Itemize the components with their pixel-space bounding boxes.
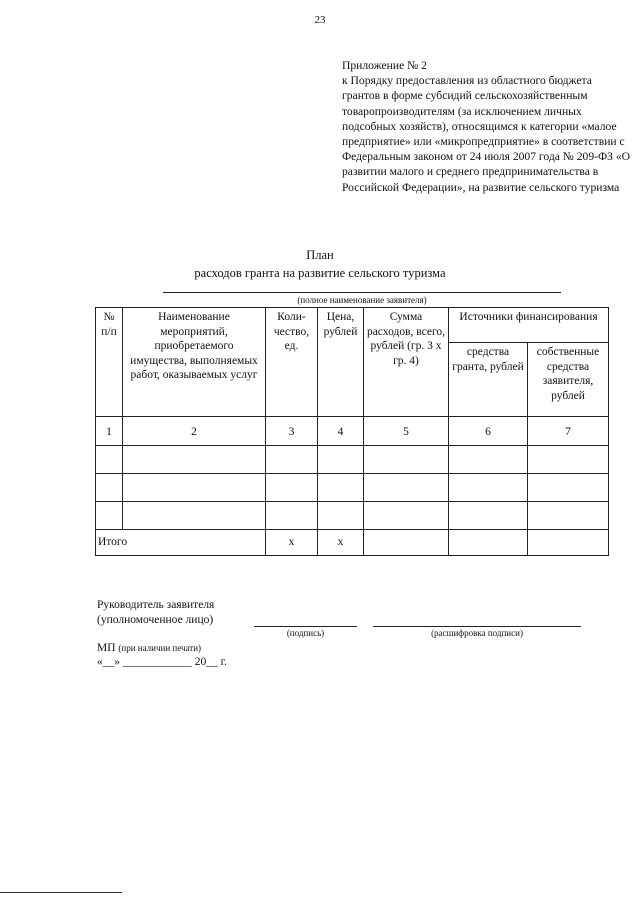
mp-text: МП bbox=[97, 642, 116, 654]
column-number: 1 bbox=[96, 417, 123, 446]
total-row bbox=[96, 530, 609, 556]
table-cell[interactable] bbox=[123, 446, 266, 474]
table-cell[interactable] bbox=[266, 502, 318, 530]
header-name: Наименование мероприятий, приобретаемого имущества, выполняемых работ, оказываемых услуг bbox=[123, 308, 266, 417]
table-cell[interactable] bbox=[449, 474, 528, 502]
applicant-name-line bbox=[163, 292, 561, 293]
table-cell[interactable] bbox=[449, 502, 528, 530]
table-cell[interactable] bbox=[528, 446, 609, 474]
header-own: собственные средства заявителя, рублей bbox=[528, 343, 609, 417]
stamp-label bbox=[97, 642, 201, 654]
table-cell[interactable] bbox=[364, 446, 449, 474]
header-sum: Сумма расходов, всего, рублей (гр. 3 х гр. 4) bbox=[364, 308, 449, 417]
signature-decode-line[interactable] bbox=[373, 626, 581, 627]
appendix-block bbox=[342, 58, 632, 195]
mp-note: (при наличии печати) bbox=[118, 643, 202, 653]
total-qty: х bbox=[266, 530, 318, 556]
appendix-text: к Порядку предоставления из областного бюджета грантов в форме субсидий сельскохозяйственным товаропроизводителям (за исключением личных подсобных хозяйств), относящимся к категории «малое предприятие» или «микропредприятие» в соответствии с Федеральным законом от 24 июля 2007 года № 209-ФЗ «О развитии малого и среднего предпринимательства в Российской Федерации», на развитие сельского туризма bbox=[342, 74, 631, 194]
signature-decode-caption: (расшифровка подписи) bbox=[431, 628, 523, 638]
table-cell[interactable] bbox=[528, 474, 609, 502]
table-cell[interactable] bbox=[123, 502, 266, 530]
footnote-rule bbox=[0, 892, 122, 893]
total-label: Итого bbox=[96, 530, 266, 556]
signature-caption: (подпись) bbox=[286, 628, 325, 638]
table-cell[interactable] bbox=[96, 474, 123, 502]
column-number: 7 bbox=[528, 417, 609, 446]
table-cell[interactable] bbox=[123, 474, 266, 502]
table-header-row bbox=[96, 308, 609, 343]
header-qty: Коли-чество, ед. bbox=[266, 308, 318, 417]
header-grant: средства гранта, рублей bbox=[449, 343, 528, 417]
table-cell[interactable] bbox=[364, 502, 449, 530]
column-number: 2 bbox=[123, 417, 266, 446]
column-number-row bbox=[96, 417, 609, 446]
header-num: № п/п bbox=[96, 308, 123, 417]
expense-plan-table bbox=[95, 307, 609, 556]
column-number: 3 bbox=[266, 417, 318, 446]
appendix-title: Приложение № 2 bbox=[342, 59, 427, 72]
page-number: 23 bbox=[314, 14, 326, 26]
total-price: х bbox=[318, 530, 364, 556]
table-cell[interactable] bbox=[266, 446, 318, 474]
table-cell[interactable] bbox=[528, 502, 609, 530]
column-number: 6 bbox=[449, 417, 528, 446]
head-label-line2: (уполномоченное лицо) bbox=[97, 614, 214, 626]
table-row bbox=[96, 446, 609, 474]
applicant-name-caption: (полное наименование заявителя) bbox=[297, 295, 427, 305]
table-cell[interactable] bbox=[449, 446, 528, 474]
table-row bbox=[96, 474, 609, 502]
plan-subtitle: расходов гранта на развитие сельского туризма bbox=[194, 266, 446, 280]
total-own[interactable] bbox=[528, 530, 609, 556]
date-line: «__» ____________ 20__ г. bbox=[97, 656, 227, 668]
head-label bbox=[97, 598, 214, 628]
table-cell[interactable] bbox=[96, 446, 123, 474]
plan-title-block bbox=[0, 246, 640, 282]
column-number: 4 bbox=[318, 417, 364, 446]
table-cell[interactable] bbox=[96, 502, 123, 530]
head-label-line1: Руководитель заявителя bbox=[97, 599, 215, 611]
column-number: 5 bbox=[364, 417, 449, 446]
table-cell[interactable] bbox=[318, 446, 364, 474]
table-cell[interactable] bbox=[318, 502, 364, 530]
table-cell[interactable] bbox=[364, 474, 449, 502]
header-price: Цена, рублей bbox=[318, 308, 364, 417]
table-row bbox=[96, 502, 609, 530]
total-sum[interactable] bbox=[364, 530, 449, 556]
table-cell[interactable] bbox=[266, 474, 318, 502]
plan-title: План bbox=[306, 248, 334, 262]
signature-line[interactable] bbox=[254, 626, 357, 627]
total-grant[interactable] bbox=[449, 530, 528, 556]
header-sources: Источники финансирования bbox=[449, 308, 609, 343]
table-cell[interactable] bbox=[318, 474, 364, 502]
